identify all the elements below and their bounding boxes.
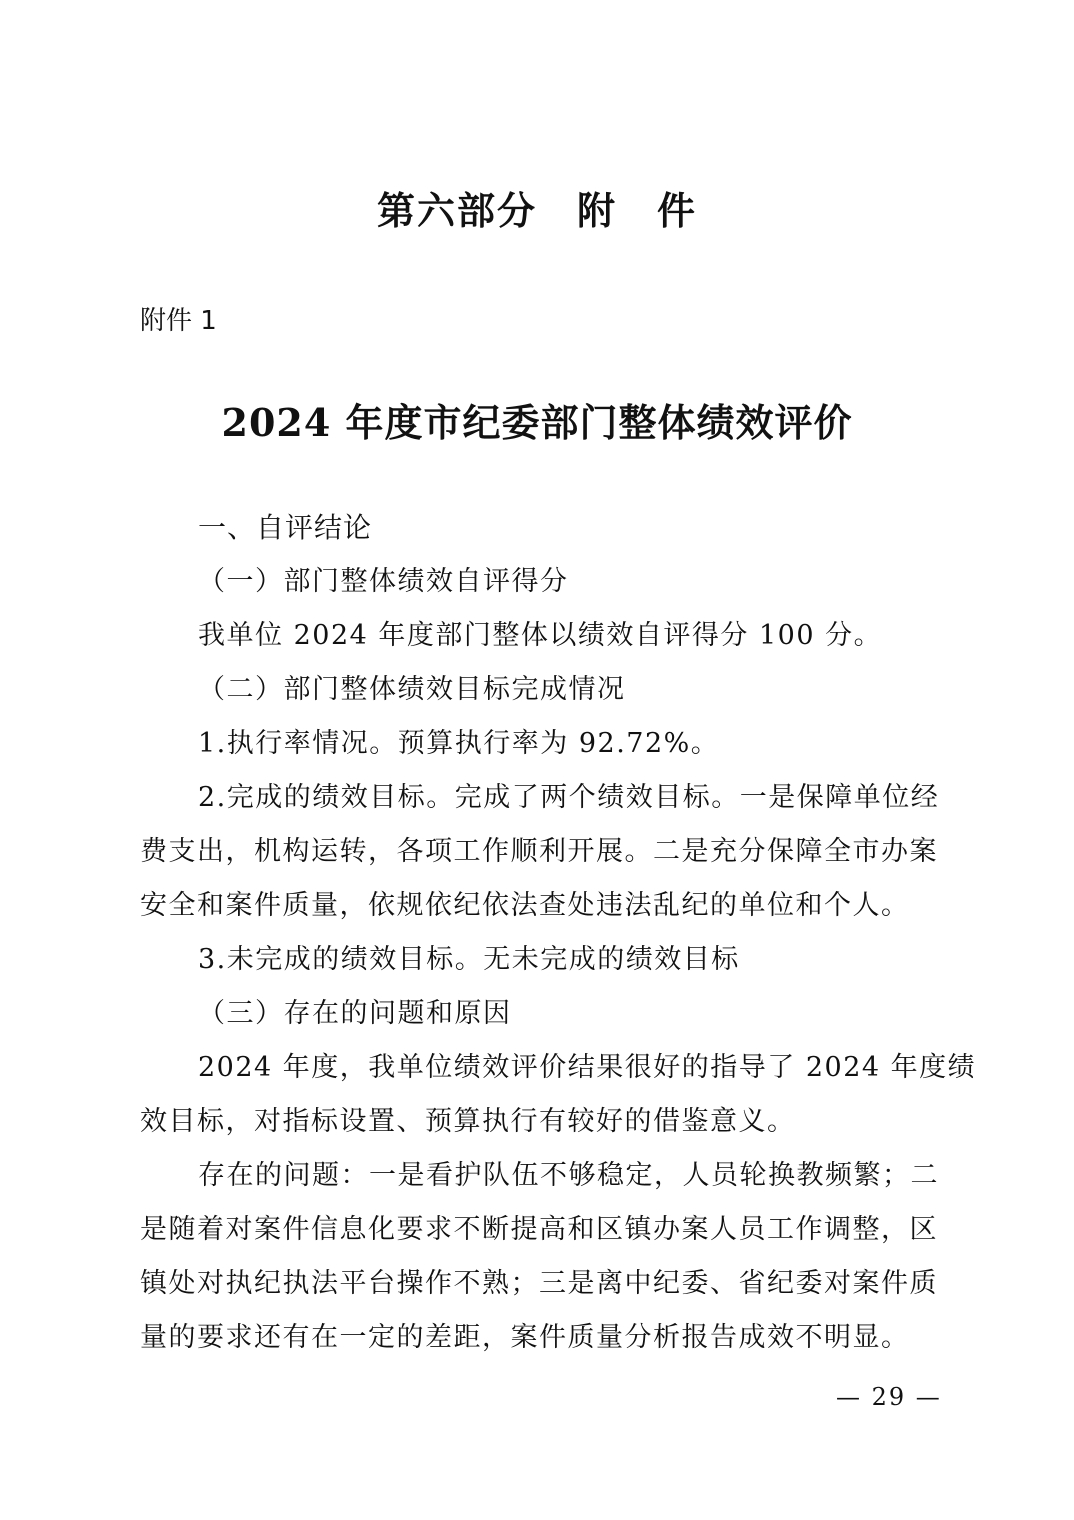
subsection-heading: （三）存在的问题和原因	[198, 998, 512, 1029]
page-number: — 29 —	[836, 1383, 942, 1411]
paragraph-line: 2024 年度，我单位绩效评价结果很好的指导了 2024 年度绩	[198, 1052, 977, 1083]
paragraph-line: 镇处对执纪执法平台操作不熟；三是离中纪委、省纪委对案件质	[140, 1268, 938, 1299]
part-title: 第六部分 附 件	[376, 188, 697, 233]
list-item: 2.完成的绩效目标。完成了两个绩效目标。一是保障单位经	[198, 782, 940, 813]
document-title: 2024 年度市纪委部门整体绩效评价	[221, 400, 853, 445]
paragraph-line: 安全和案件质量，依规依纪依法查处违法乱纪的单位和个人。	[140, 890, 910, 921]
paragraph-line: 是随着对案件信息化要求不断提高和区镇办案人员工作调整，区	[140, 1214, 938, 1245]
attachment-label: 附件 1	[140, 306, 217, 336]
subsection-heading: （一）部门整体绩效自评得分	[198, 566, 569, 597]
paragraph-line: 费支出，机构运转，各项工作顺利开展。二是充分保障全市办案	[140, 836, 938, 867]
paragraph-line: 效目标，对指标设置、预算执行有较好的借鉴意义。	[140, 1106, 796, 1137]
section-heading: 一、自评结论	[198, 511, 373, 544]
subsection-heading: （二）部门整体绩效目标完成情况	[198, 674, 626, 705]
list-item: 3.未完成的绩效目标。无未完成的绩效目标	[198, 944, 740, 975]
paragraph-line: 量的要求还有在一定的差距，案件质量分析报告成效不明显。	[140, 1322, 910, 1353]
paragraph-line: 存在的问题：一是看护队伍不够稳定，人员轮换教频繁；二	[198, 1160, 939, 1191]
paragraph-line: 我单位 2024 年度部门整体以绩效自评得分 100 分。	[198, 620, 883, 651]
list-item: 1.执行率情况。预算执行率为 92.72%。	[198, 728, 720, 759]
